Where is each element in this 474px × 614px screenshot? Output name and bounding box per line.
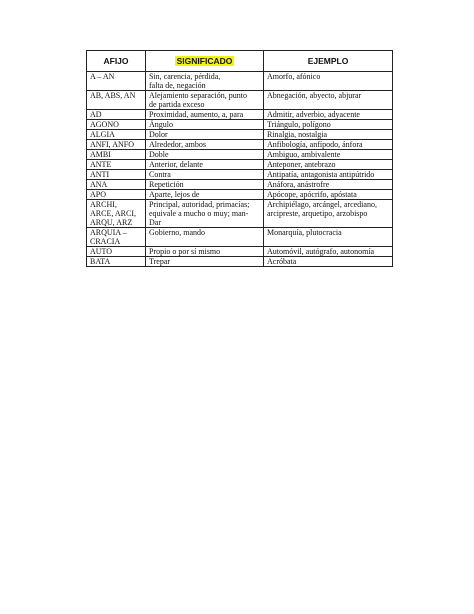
afijo-cell: AB, ABS, AN [87,91,146,110]
table-row [87,180,393,190]
table-row [87,160,393,170]
afijo-cell: APO [87,190,146,200]
afijo-cell: ALGIA [87,130,146,140]
ejemplo-cell: Triángulo, polígono [264,120,393,130]
header-significado-highlighted: SIGNIFICADO [176,55,233,66]
header-ejemplo: EJEMPLO [264,51,393,72]
afijo-cell: ARCHI, ARCE, ARCI, ARQU, ARZ [87,200,146,228]
ejemplo-cell: Archipiélago, arcángel, arcediano, arcipreste, arquetipo, arzobispo [264,200,393,228]
table-row [87,91,393,110]
significado-cell: Ángulo [146,120,264,130]
ejemplo-cell: Antipatía, antagonista antipútrido [264,170,393,180]
significado-cell: Proximidad, aumento, a, para [146,110,264,120]
afijo-cell: ARQUIA – CRACIA [87,228,146,247]
table-row [87,247,393,257]
ejemplo-cell: Apócope, apócrifo, apóstata [264,190,393,200]
significado-cell: Principal, autoridad, primacías; equivale a mucho o muy; man- Dar [146,200,264,228]
ejemplo-cell: Amorfo, afónico [264,72,393,91]
table-row [87,140,393,150]
ejemplo-cell: Abnegación, abyecto, abjurar [264,91,393,110]
significado-cell: Sin, carencia, pérdida, falta de, negación [146,72,264,91]
affix-table [86,50,393,267]
ejemplo-cell: Ambiguo, ambivalente [264,150,393,160]
significado-cell: Alejamiento separación, punto de partida exceso [146,91,264,110]
significado-cell: Trepar [146,257,264,267]
ejemplo-cell: Rinalgia, nostalgia [264,130,393,140]
ejemplo-cell: Automóvil, autógrafo, autonomía [264,247,393,257]
significado-cell: Propio o por sí mismo [146,247,264,257]
afijo-cell: ANTI [87,170,146,180]
afijo-cell: AD [87,110,146,120]
afijo-cell: AGONO [87,120,146,130]
afijo-cell: AMBI [87,150,146,160]
afijo-cell: ANFI, ANFO [87,140,146,150]
ejemplo-cell: Anáfora, anástrofre [264,180,393,190]
table-row [87,170,393,180]
afijo-cell: AUTO [87,247,146,257]
ejemplo-cell: Admitir, adverbio, adyacente [264,110,393,120]
table-row [87,120,393,130]
ejemplo-cell: Acróbata [264,257,393,267]
significado-cell: Dolor [146,130,264,140]
afijo-cell: ANA [87,180,146,190]
table-row [87,110,393,120]
table-row [87,190,393,200]
table-row [87,72,393,91]
ejemplo-cell: Anfibología, anfípodo, ánfora [264,140,393,150]
table-row [87,150,393,160]
significado-cell: Doble [146,150,264,160]
header-row [87,51,393,72]
table-row [87,228,393,247]
table-row [87,200,393,228]
significado-cell: Contra [146,170,264,180]
table-row [87,257,393,267]
ejemplo-cell: Anteponer, antebrazo [264,160,393,170]
significado-cell: Anterior, delante [146,160,264,170]
significado-cell: Aparte, lejos de [146,190,264,200]
ejemplo-cell: Monarquía, plutocracia [264,228,393,247]
significado-cell: Alrededor, ambos [146,140,264,150]
header-significado [146,51,264,72]
table-row [87,130,393,140]
header-afijo: AFIJO [87,51,146,72]
afijo-cell: A – AN [87,72,146,91]
afijo-cell: ANTE [87,160,146,170]
significado-cell: Repetición [146,180,264,190]
significado-cell: Gobierno, mando [146,228,264,247]
afijo-cell: BATA [87,257,146,267]
